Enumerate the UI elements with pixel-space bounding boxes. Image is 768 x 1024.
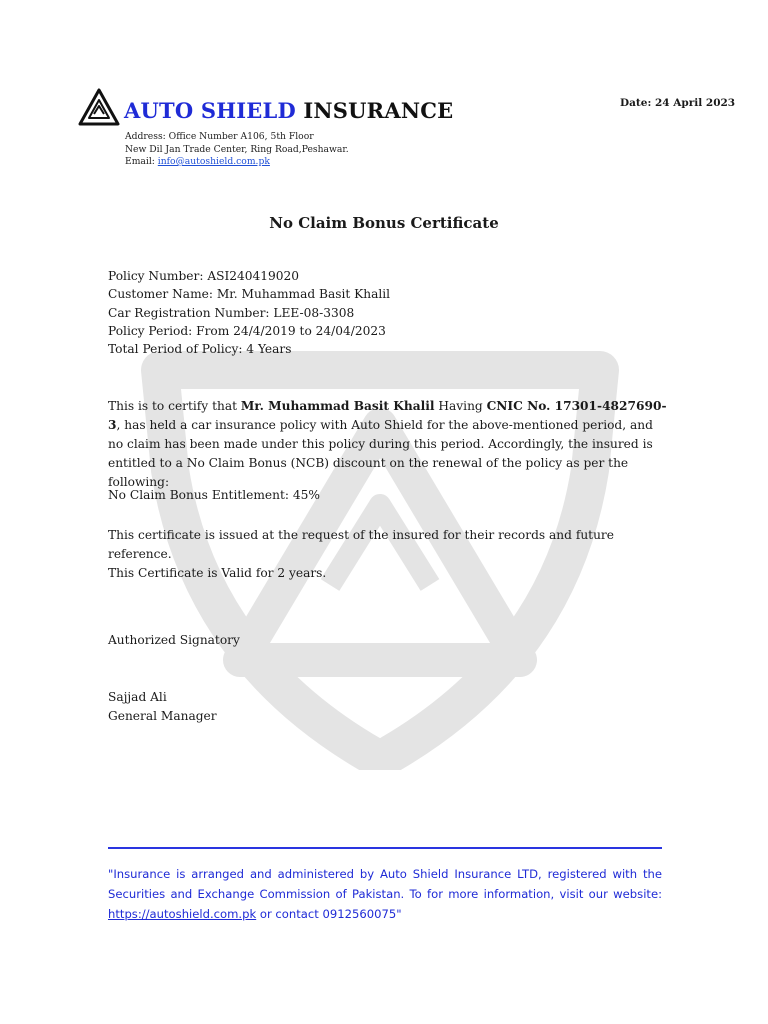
certificate-date: Date: 24 April 2023 [620, 97, 736, 109]
para-text-3: , has held a car insurance policy with Auto Shield for the above-mentioned period, and no claim has been made under this policy during this period. Accordingly, the insured is entitled to a No Claim Bonus (NCB) discount on the renewal of the policy as per the following: [108, 418, 653, 489]
brand-name-dark: INSURANCE [303, 98, 454, 123]
signatory-block [108, 688, 217, 726]
company-name [124, 98, 453, 123]
policy-period: Policy Period: From 24/4/2019 to 24/04/2023 [108, 323, 386, 338]
certificate-note [108, 526, 668, 583]
website-link[interactable]: https://autoshield.com.pk [108, 907, 257, 921]
total-period: Total Period of Policy: 4 Years [108, 342, 292, 357]
footer-text-2: or contact 0912560075" [256, 907, 402, 921]
cert-line-1: This certificate is issued at the request of the insured for their records and future reference. [108, 528, 614, 561]
customer-name: Customer Name: Mr. Muhammad Basit Khalil [108, 287, 391, 302]
company-address [125, 131, 349, 169]
certification-paragraph [108, 397, 668, 492]
email-line [125, 156, 349, 169]
signatory-designation: General Manager [108, 709, 217, 723]
para-text-1: This is to certify that [108, 399, 241, 413]
signatory-name: Sajjad Ali [108, 690, 167, 704]
authorized-signatory-label: Authorized Signatory [108, 633, 240, 647]
cert-line-2: This Certificate is Valid for 2 years. [108, 566, 327, 580]
email-link[interactable]: info@autoshield.com.pk [157, 156, 270, 167]
certificate-title: No Claim Bonus Certificate [269, 214, 499, 232]
footer-text-1: "Insurance is arranged and administered by Auto Shield Insurance LTD, registered with the Securities and Exchange Commission of Pakistan. To for more information, visit our website: [108, 867, 662, 901]
address-line-2: New Dil Jan Trade Center, Ring Road,Peshawar. [125, 143, 349, 155]
shield-logo-icon [78, 88, 120, 128]
address-line-1: Address: Office Number A106, 5th Floor [125, 131, 314, 142]
brand-name-blue: AUTO SHIELD [124, 98, 296, 123]
policy-details [108, 267, 390, 358]
cnic-number: CNIC No. 17301-4827690-3 [108, 399, 667, 432]
car-registration: Car Registration Number: LEE-08-3308 [108, 305, 355, 320]
policy-number: Policy Number: ASI240419020 [108, 269, 300, 283]
footer-disclaimer [108, 864, 662, 924]
para-text-2: Having [434, 399, 487, 413]
ncb-entitlement: No Claim Bonus Entitlement: 45% [108, 488, 320, 502]
footer-divider [108, 847, 662, 849]
insured-name: Mr. Muhammad Basit Khalil [240, 399, 435, 413]
email-label: Email: [125, 156, 155, 167]
